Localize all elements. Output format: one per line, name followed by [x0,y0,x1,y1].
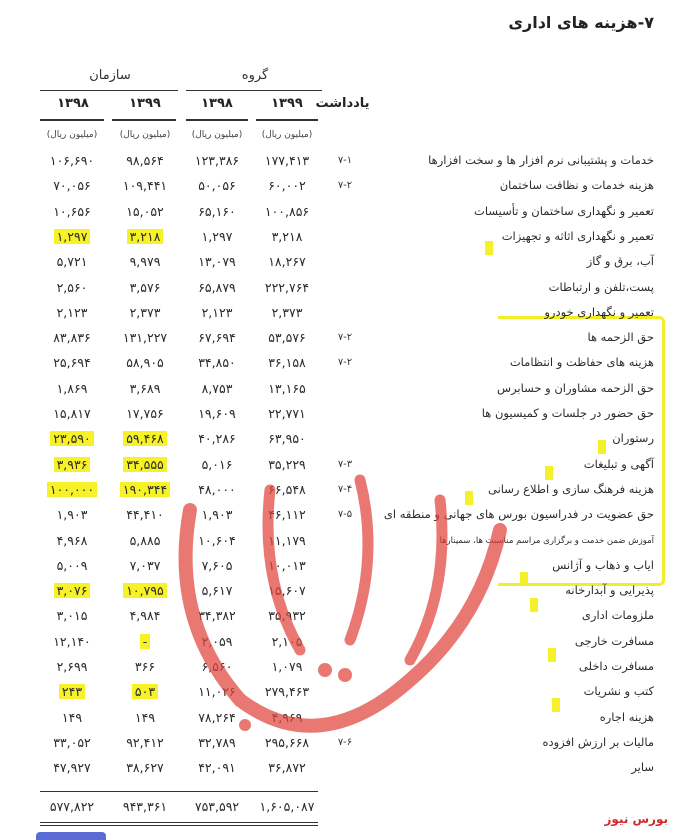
row-description: تعمیر و نگهداری ساختمان و تأسیسات [474,203,654,218]
table-row [0,479,676,503]
row-value [249,735,325,750]
row-value [34,457,110,472]
row-value [107,381,183,396]
row-value [34,280,110,295]
row-description: پذیرایی و آبدارخانه [565,583,654,598]
row-value [34,305,110,320]
row-value [249,684,325,699]
row-value [34,381,110,396]
unit-label: (میلیون ریال) [119,130,171,140]
table-row [0,277,676,301]
unit-label: (میلیون ریال) [46,130,98,140]
row-value-text: ۱۴۹ [61,709,83,725]
row-value-text: ۳۳,۰۵۲ [53,734,91,750]
total-org-1399: ۹۴۳,۳۶۱ [122,799,168,814]
row-value [107,634,183,649]
row-value [34,355,110,370]
row-value-text: ۳,۰۷۶ [54,583,91,598]
row-description: مسافرت خارجی [574,633,654,648]
row-value [107,254,183,269]
row-value-text: ۲,۶۹۹ [56,659,88,674]
row-value [249,634,325,649]
organization-header: سازمان [89,68,131,83]
row-value-text: ۱۱,۰۲۶ [198,684,236,700]
row-value [179,558,255,573]
row-value-text: ۶۷,۶۹۴ [198,330,236,346]
row-value-text: ۱۰۰,۰۰۰ [47,482,97,497]
row-value-text: ۳,۹۳۶ [54,457,91,472]
table-row [0,555,676,579]
row-value-text: ۳۴,۸۵۰ [198,355,236,371]
row-value [34,431,110,446]
row-value [249,659,325,674]
row-value [249,381,325,396]
row-value-text: ۶۵,۱۶۰ [198,203,236,219]
row-value-text: ۱۹۰,۳۴۴ [120,482,170,497]
table-row [0,226,676,250]
row-description: ملزومات اداری [581,608,654,623]
brand-label: بورس نیوز [604,812,668,826]
row-value [34,735,110,750]
table-row [0,251,676,275]
table-row [0,327,676,351]
row-value [107,533,183,548]
row-description: رستوران [612,431,654,446]
row-value-text: ۱۰۹,۴۴۱ [122,178,168,194]
row-value [107,355,183,370]
row-value [34,583,110,598]
row-value [249,608,325,623]
row-value [34,507,110,522]
row-value-text: ۹۸,۵۶۴ [126,153,164,168]
year-group-1399: ۱۳۹۹ [271,96,303,111]
row-value-text: ۲,۱۲۳ [201,304,233,320]
row-value-text: ۳,۶۸۹ [129,380,161,396]
row-value [34,229,110,244]
row-description: مسافرت داخلی [578,659,654,673]
row-description: سایر [631,760,654,775]
row-value [249,330,325,345]
row-value-text: ۲,۳۷۳ [271,304,303,320]
row-value-text: ۱,۹۰۳ [56,507,88,523]
row-value [179,533,255,548]
organization-header-rule [40,90,178,91]
row-value [249,710,325,725]
table-row [0,605,676,629]
row-value [34,659,110,674]
row-value [179,305,255,320]
row-value [249,558,325,573]
row-value-text: ۲,۰۵۹ [201,633,233,649]
row-value [179,583,255,598]
row-value [107,178,183,193]
row-description: تعمیر و نگهداری خودرو [544,304,654,319]
row-value [179,684,255,699]
row-value-text: ۲۴۳ [59,684,85,699]
row-value-text: ۱۵,۸۱۷ [53,406,91,421]
row-note: ۷-۱ [337,155,353,166]
row-description: ایاب و ذهاب و آژانس [552,557,654,572]
row-value-text: ۶۰,۰۰۲ [268,178,306,194]
row-value [179,760,255,775]
row-value [249,229,325,244]
row-description: حق حضور در جلسات و کمیسیون ها [481,406,654,420]
row-value [249,533,325,548]
table-row [0,656,676,680]
row-value [107,280,183,295]
row-value-text: ۱۷۷,۴۱۳ [264,153,310,168]
row-value-text: ۲۲,۷۷۱ [268,406,306,421]
section-title: ۷-هزینه های اداری [508,13,654,32]
row-value-text: ۵,۷۲۱ [56,254,88,270]
row-value [34,178,110,193]
row-value [107,558,183,573]
row-value-text: ۲۳,۵۹۰ [50,431,94,446]
table-row [0,175,676,199]
row-value [249,178,325,193]
row-value [249,507,325,522]
row-value-text: ۷,۰۳۷ [129,557,161,573]
table-row [0,378,676,402]
row-value-text: ۱۳۱,۲۲۷ [122,330,168,346]
row-value [34,204,110,219]
row-note: ۷-۳ [337,458,353,470]
row-value [249,482,325,497]
unit-label: (میلیون ریال) [191,130,243,140]
row-value-text: ۴۰,۲۸۶ [198,431,236,447]
row-value-text: ۱,۸۶۹ [56,380,88,396]
row-value [34,634,110,649]
row-value [34,760,110,775]
row-value-text: ۳۸,۶۲۷ [126,760,164,776]
row-value [107,735,183,750]
row-note: ۷-۶ [337,736,353,748]
row-value [107,457,183,472]
row-description: کتب و نشریات [583,684,654,699]
row-value [107,482,183,497]
group-header-rule [186,90,322,91]
year-org-1399: ۱۳۹۹ [129,96,161,111]
row-value-text: ۶۶,۵۴۸ [268,481,306,497]
row-value [179,608,255,623]
row-value-text: ۵,۶۱۷ [201,583,233,599]
row-value-text: ۴۷,۹۲۷ [53,760,91,776]
row-value [107,204,183,219]
row-value [107,305,183,320]
row-value [249,406,325,421]
row-value [179,735,255,750]
note-header: یادداشت [315,96,370,111]
row-value-text: ۵۰۳ [132,684,158,699]
row-value-text: ۴,۹۶۸ [56,532,88,548]
row-value-text: ۱۷,۷۵۶ [126,406,164,421]
row-value [179,204,255,219]
row-value-text: ۳۵,۲۲۹ [268,456,306,472]
row-value [107,684,183,699]
row-value-text: ۲۲۲,۷۶۴ [264,279,310,295]
row-value [179,507,255,522]
page-tab [36,832,106,840]
table-row [0,428,676,452]
row-value-text: ۴۸,۰۰۰ [198,481,236,497]
row-value-text: ۱۲۳,۳۸۶ [194,153,240,168]
row-value [34,608,110,623]
row-value [179,330,255,345]
row-value [179,634,255,649]
table-row [0,454,676,478]
row-value-text: ۱۳,۰۷۹ [198,254,236,270]
row-value-text: ۳۴,۵۵۵ [123,457,167,472]
table-row [0,631,676,655]
row-value-text: ۳۵,۹۳۲ [268,608,306,624]
row-value [107,583,183,598]
row-value [34,330,110,345]
row-value [107,659,183,674]
unit-label: (میلیون ریال) [261,130,313,140]
row-value [34,406,110,421]
row-value [34,153,110,168]
row-value-text: ۵۰,۰۵۶ [198,178,236,194]
year-rule [186,119,248,121]
row-value-text: ۶۵,۸۷۹ [198,279,236,295]
row-value-text: ۴,۹۶۹ [271,709,303,725]
table-row [0,580,676,604]
row-value-text: ۶۳,۹۵۰ [268,431,306,447]
row-value-text: ۲۷۹,۴۶۳ [264,684,310,700]
row-value [179,457,255,472]
row-value-text: ۳,۲۱۸ [127,229,164,244]
row-note: ۷-۲ [337,332,353,344]
row-note: ۷-۵ [337,509,353,521]
row-description: حق الزحمه مشاوران و حسابرس [497,380,654,395]
total-group-1398: ۷۵۳,۵۹۲ [194,799,240,814]
row-value [34,684,110,699]
row-description: تعمیر و نگهداری اثاثه و تجهیزات [501,228,654,243]
table-row [0,681,676,705]
row-description: هزینه فرهنگ سازی و اطلاع رسانی [488,481,654,496]
row-value [249,760,325,775]
row-value-text: ۳۶,۸۷۲ [268,760,306,776]
row-value-text: ۴۶,۱۱۲ [268,507,306,523]
group-header: گروه [241,68,269,83]
row-description: آب، برق و گاز [586,254,654,269]
row-value [179,710,255,725]
row-note: ۷-۲ [337,357,353,369]
row-value [179,178,255,193]
row-value [249,457,325,472]
row-description: آگهی و تبلیغات [583,456,654,471]
total-double-rule [40,825,318,826]
row-value [179,431,255,446]
total-double-rule [40,822,318,823]
year-rule [40,119,104,121]
table-row [0,403,676,427]
row-value [107,229,183,244]
row-value [107,330,183,345]
row-value [107,431,183,446]
total-row [0,796,676,820]
row-value-text: ۸۳,۸۳۶ [53,330,91,346]
row-value-text: ۱۰,۷۹۵ [123,583,167,598]
row-note: ۷-۴ [337,483,353,495]
row-value [107,608,183,623]
row-value-text: ۱۴۹ [134,709,156,725]
row-value-text: ۳,۲۱۸ [271,228,303,244]
row-value-text: ۱۵,۰۵۲ [126,203,164,219]
row-value-text: ۱,۹۰۳ [201,507,233,523]
row-value-text: ۵,۰۰۹ [56,557,88,573]
row-description: مالیات بر ارزش افزوده [542,734,654,749]
row-value-text: ۳۶۶ [134,659,156,674]
row-value-text: - [140,634,151,649]
row-value-text: ۱۳,۱۶۵ [268,380,306,396]
row-value [249,280,325,295]
table-row [0,201,676,225]
row-value-text: ۱۰۰,۸۵۶ [264,203,310,219]
row-value [249,431,325,446]
row-value [107,710,183,725]
row-value-text: ۱۲,۱۴۰ [53,633,91,649]
row-value [179,280,255,295]
row-description: هزینه اجاره [599,709,654,724]
row-value-text: ۱۰,۶۰۴ [198,532,236,548]
table-row [0,757,676,781]
row-value [34,254,110,269]
row-value [34,558,110,573]
row-description: هزینه های حفاظت و انتظامات [509,355,654,370]
year-rule [256,119,318,121]
table-row [0,302,676,326]
row-value [34,482,110,497]
row-value [107,507,183,522]
row-value-text: ۲,۱۰۵ [271,633,303,649]
row-value [249,583,325,598]
row-value-text: ۵,۰۱۶ [201,456,233,472]
row-value-text: ۷,۶۰۵ [201,557,233,573]
row-value-text: ۴,۹۸۴ [129,608,161,624]
year-rule [112,119,176,121]
row-value [107,153,183,168]
table-row [0,530,676,554]
total-org-1398: ۵۷۷,۸۲۲ [49,799,95,814]
row-value [179,381,255,396]
row-value-text: ۳,۰۱۵ [56,608,88,624]
row-value [107,760,183,775]
row-value [249,355,325,370]
row-value-text: ۱۰,۰۱۳ [268,557,306,573]
row-note: ۷-۲ [337,180,353,192]
row-value [34,710,110,725]
row-value [107,406,183,421]
row-value-text: ۱۸,۲۶۷ [268,254,306,270]
row-description: آموزش ضمن خدمت و برگزاری مراسم مناسبت ها، سمینارها [439,535,654,546]
row-value-text: ۴۴,۴۱۰ [126,507,164,523]
row-value [34,533,110,548]
row-value [179,254,255,269]
row-value-text: ۱۰۶,۶۹۰ [49,153,95,168]
row-value-text: ۷۸,۲۶۴ [198,709,236,725]
row-description: حق الزحمه ها [587,330,654,345]
row-description: پست،تلفن و ارتباطات [548,279,654,294]
row-value-text: ۱۱,۱۷۹ [268,532,306,548]
row-value [249,204,325,219]
row-value-text: ۲,۳۷۳ [129,304,161,320]
row-value [179,406,255,421]
table-row [0,707,676,731]
row-description: حق عضویت در فدراسیون بورس های جهانی و منطقه ای [383,507,654,522]
total-top-rule [40,791,318,792]
row-value-text: ۱۹,۶۰۹ [198,406,236,421]
table-row [0,150,676,174]
row-description: خدمات و پشتیبانی نرم افزار ها و سخت افزارها [428,153,654,167]
row-value-text: ۵,۸۸۵ [129,532,161,548]
row-value-text: ۱۵,۶۰۷ [268,583,306,599]
row-value-text: ۴۲,۰۹۱ [198,760,236,776]
row-value-text: ۳,۵۷۶ [129,279,161,295]
row-value-text: ۲۵,۶۹۴ [53,355,91,371]
row-value [179,659,255,674]
year-group-1398: ۱۳۹۸ [201,96,233,111]
row-value-text: ۲,۱۲۳ [56,304,88,320]
row-value [249,153,325,168]
row-value-text: ۳۴,۳۸۲ [198,608,236,624]
row-value-text: ۷۰,۰۵۶ [53,178,91,194]
row-value-text: ۱,۲۹۷ [54,229,91,244]
row-value-text: ۱,۰۷۹ [271,659,303,674]
row-value-text: ۵۸,۹۰۵ [126,355,164,371]
row-value [249,305,325,320]
row-description: هزینه خدمات و نظافت ساختمان [499,178,654,193]
row-value [179,153,255,168]
row-value-text: ۶,۵۶۰ [201,659,233,674]
row-value-text: ۱۰,۶۵۶ [53,203,91,219]
row-value [249,254,325,269]
row-value [179,355,255,370]
row-value-text: ۳۲,۷۸۹ [198,734,236,750]
row-value-text: ۱,۲۹۷ [201,228,233,244]
table-row [0,504,676,528]
table-row [0,352,676,376]
year-org-1398: ۱۳۹۸ [57,96,89,111]
row-value-text: ۹,۹۷۹ [129,254,161,270]
row-value-text: ۳۶,۱۵۸ [268,355,306,371]
row-value [179,482,255,497]
row-value-text: ۹۲,۴۱۲ [126,734,164,750]
row-value-text: ۵۳,۵۷۶ [268,330,306,346]
row-value-text: ۲,۵۶۰ [56,279,88,295]
row-value-text: ۵۹,۴۶۸ [123,431,167,446]
row-value-text: ۸,۷۵۳ [201,380,233,396]
total-group-1399: ۱,۶۰۵,۰۸۷ [259,799,315,814]
row-value-text: ۲۹۵,۶۶۸ [264,734,310,750]
row-value [179,229,255,244]
table-row [0,732,676,756]
